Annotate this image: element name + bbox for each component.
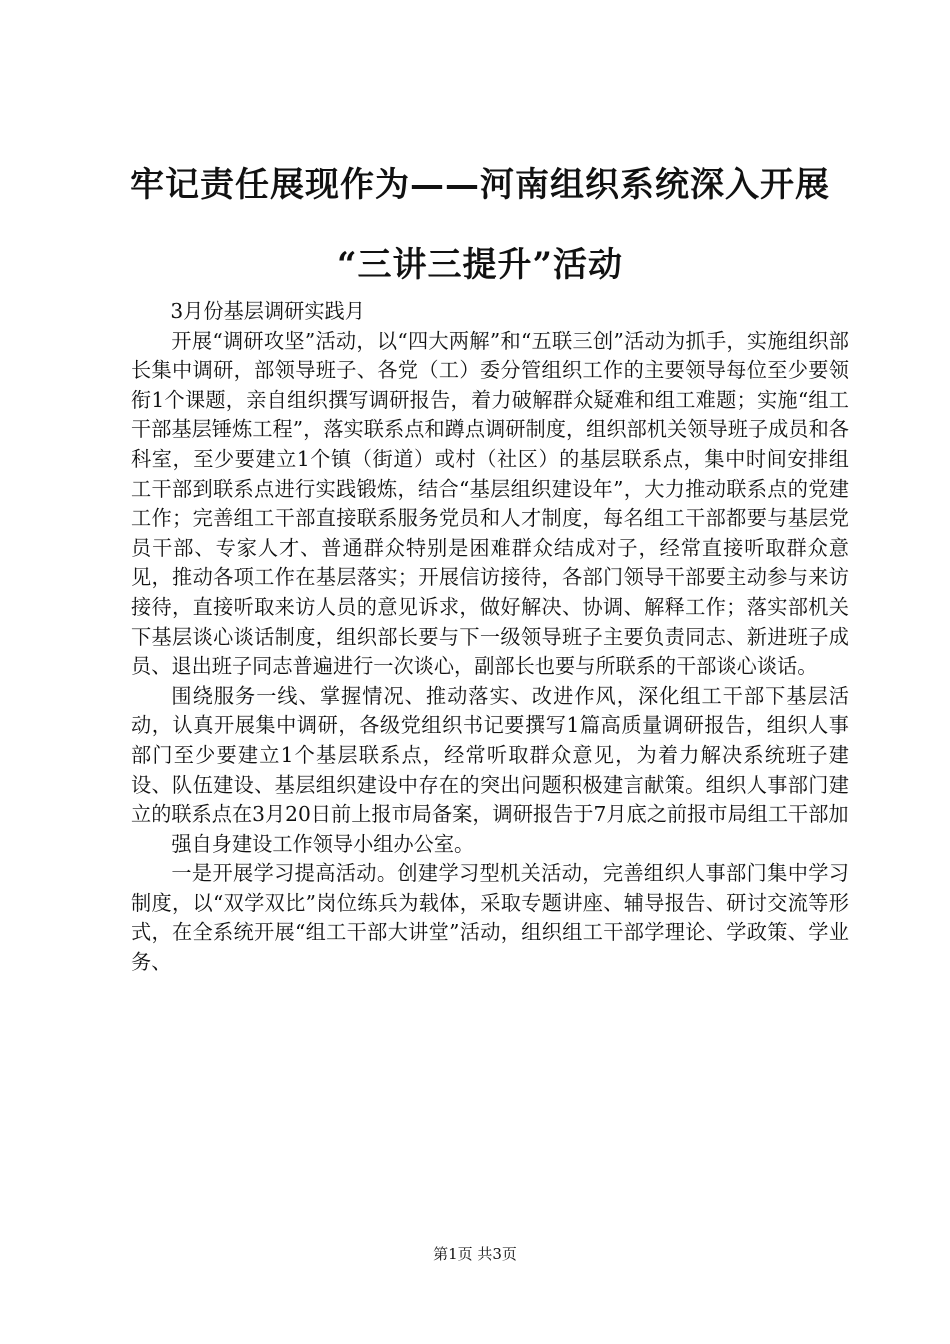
document-title-line-2: “三讲三提升”活动 bbox=[336, 245, 624, 285]
body-paragraph: 围绕服务一线、掌握情况、推动落实、改进作风，深化组工干部下基层活动，认真开展集中调研，各级党组织书记要撰写1篇高质量调研报告，组织人事部门至少要建立1个基层联系点，经常听取群众意见，为着力解决系统班子建设、队伍建设、基层组织建设中存在的突出问题积极建言献策。组织人事部门建立的联系点在3月20日前上报市局备案，调研报告于7月底之前报市局组工干部加 bbox=[131, 683, 849, 827]
body-paragraph: 强自身建设工作领导小组办公室。 bbox=[171, 831, 475, 856]
document-body bbox=[131, 297, 849, 978]
body-paragraph: 一是开展学习提高活动。创建学习型机关活动，完善组织人事部门集中学习制度，以“双学双比”岗位练兵为载体，采取专题讲座、辅导报告、研讨交流等形式，在全系统开展“组工干部大讲堂”活动，组织组工干部学理论、学政策、学业务、 bbox=[131, 861, 849, 975]
body-paragraph: 开展“调研攻坚”活动，以“四大两解”和“五联三创”活动为抓手，实施组织部长集中调研，部领导班子、各党（工）委分管组织工作的主要领导每位至少要领衔1个课题，亲自组织撰写调研报告，着力破解群众疑难和组工难题；实施“组工干部基层锤炼工程”，落实联系点和蹲点调研制度，组织部机关领导班子成员和各科室，至少要建立1个镇（街道）或村（社区）的基层联系点，集中时间安排组工干部到联系点进行实践锻炼，结合“基层组织建设年”，大力推动联系点的党建工作；完善组工干部直接联系服务党员和人才制度，每名组工干部都要与基层党员干部、专家人才、普通群众特别是困难群众结成对子，经常直接听取群众意见，推动各项工作在基层落实；开展信访接待，各部门领导干部要主动参与来访接待，直接听取来访人员的意见诉求，做好解决、协调、解释工作；落实部机关下基层谈心谈话制度，组织部长要与下一级领导班子主要负责同志、新进班子成员、退出班子同志普遍进行一次谈心，副部长也要与所联系的干部谈心谈话。 bbox=[131, 328, 849, 679]
document-title-line-1: 牢记责任展现作为——河南组织系统深入开展 bbox=[130, 165, 830, 205]
page-number-footer: 第1页 共3页 bbox=[433, 1245, 517, 1263]
section-heading: 3月份基层调研实践月 bbox=[170, 299, 365, 323]
